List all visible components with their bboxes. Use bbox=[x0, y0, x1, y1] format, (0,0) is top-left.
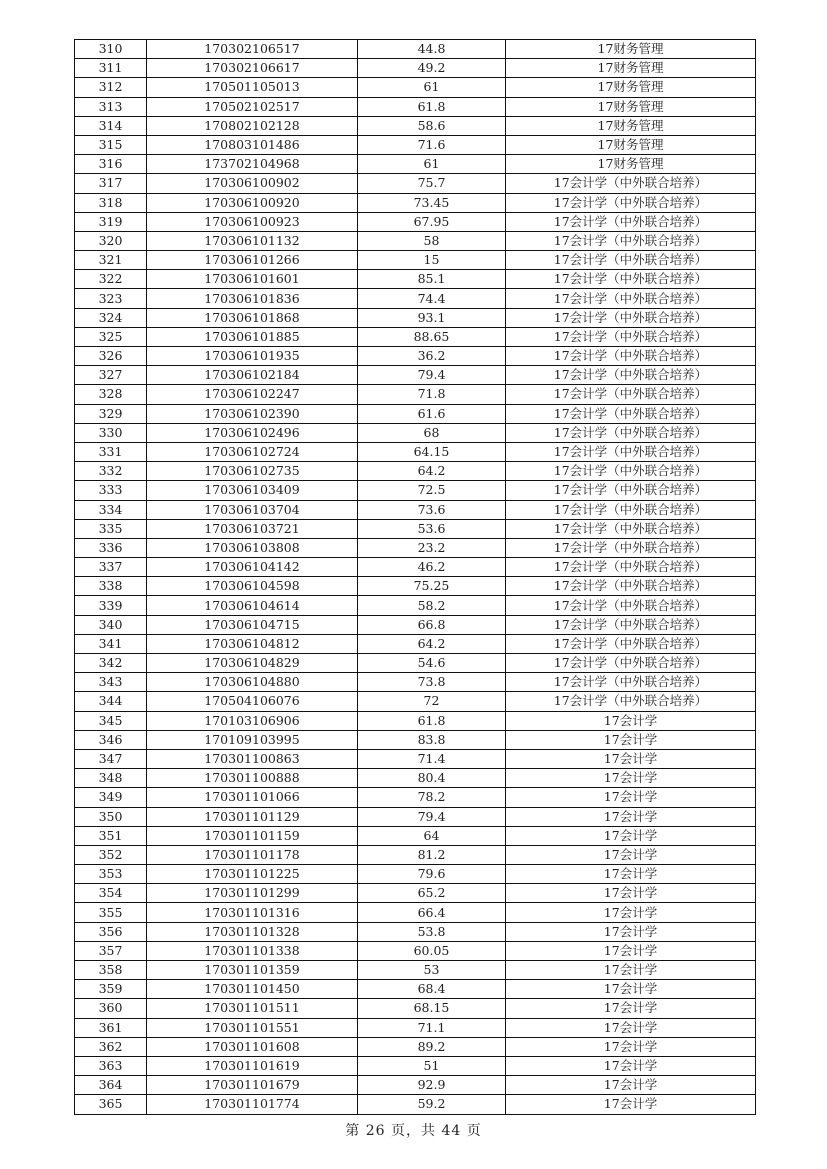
student-id-cell: 170301100888 bbox=[147, 769, 358, 788]
row-index-cell: 327 bbox=[75, 366, 147, 385]
score-cell: 58 bbox=[358, 231, 506, 250]
score-cell: 54.6 bbox=[358, 654, 506, 673]
table-row bbox=[75, 116, 756, 135]
student-id-cell: 170803101486 bbox=[147, 135, 358, 154]
score-cell: 36.2 bbox=[358, 347, 506, 366]
row-index-cell: 348 bbox=[75, 769, 147, 788]
row-index-cell: 329 bbox=[75, 404, 147, 423]
table-row bbox=[75, 1056, 756, 1075]
score-cell: 61 bbox=[358, 155, 506, 174]
score-cell: 67.95 bbox=[358, 212, 506, 231]
row-index-cell: 330 bbox=[75, 423, 147, 442]
student-id-cell: 170306100902 bbox=[147, 174, 358, 193]
table-row bbox=[75, 826, 756, 845]
row-index-cell: 349 bbox=[75, 788, 147, 807]
row-index-cell: 350 bbox=[75, 807, 147, 826]
score-cell: 68 bbox=[358, 423, 506, 442]
score-cell: 73.6 bbox=[358, 500, 506, 519]
score-cell: 83.8 bbox=[358, 730, 506, 749]
table-row bbox=[75, 615, 756, 634]
major-cell: 17会计学（中外联合培养） bbox=[506, 615, 756, 634]
row-index-cell: 337 bbox=[75, 558, 147, 577]
row-index-cell: 363 bbox=[75, 1056, 147, 1075]
score-cell: 49.2 bbox=[358, 59, 506, 78]
student-id-cell: 170301100863 bbox=[147, 749, 358, 768]
student-id-cell: 170306102247 bbox=[147, 385, 358, 404]
score-cell: 64.2 bbox=[358, 462, 506, 481]
score-cell: 72.5 bbox=[358, 481, 506, 500]
table-row bbox=[75, 251, 756, 270]
table-row bbox=[75, 1095, 756, 1114]
table-row bbox=[75, 212, 756, 231]
table-row bbox=[75, 596, 756, 615]
row-index-cell: 362 bbox=[75, 1037, 147, 1056]
row-index-cell: 316 bbox=[75, 155, 147, 174]
row-index-cell: 312 bbox=[75, 78, 147, 97]
table-row bbox=[75, 807, 756, 826]
table-row bbox=[75, 462, 756, 481]
student-id-cell: 170306100923 bbox=[147, 212, 358, 231]
row-index-cell: 311 bbox=[75, 59, 147, 78]
student-id-cell: 170306101266 bbox=[147, 251, 358, 270]
student-id-cell: 170103106906 bbox=[147, 711, 358, 730]
student-id-cell: 170306102496 bbox=[147, 423, 358, 442]
student-id-cell: 170306102184 bbox=[147, 366, 358, 385]
major-cell: 17会计学 bbox=[506, 1095, 756, 1114]
student-id-cell: 170502102517 bbox=[147, 97, 358, 116]
row-index-cell: 334 bbox=[75, 500, 147, 519]
major-cell: 17会计学 bbox=[506, 769, 756, 788]
major-cell: 17会计学 bbox=[506, 941, 756, 960]
table-row bbox=[75, 654, 756, 673]
table-row bbox=[75, 730, 756, 749]
score-cell: 23.2 bbox=[358, 538, 506, 557]
student-id-cell: 170306104880 bbox=[147, 673, 358, 692]
table-row bbox=[75, 1037, 756, 1056]
table-row bbox=[75, 347, 756, 366]
student-id-cell: 170306103704 bbox=[147, 500, 358, 519]
student-id-cell: 170301101299 bbox=[147, 884, 358, 903]
row-index-cell: 357 bbox=[75, 941, 147, 960]
major-cell: 17会计学（中外联合培养） bbox=[506, 634, 756, 653]
score-cell: 66.4 bbox=[358, 903, 506, 922]
score-cell: 81.2 bbox=[358, 845, 506, 864]
student-id-cell: 170501105013 bbox=[147, 78, 358, 97]
major-cell: 17会计学（中外联合培养） bbox=[506, 385, 756, 404]
table-row bbox=[75, 711, 756, 730]
student-id-cell: 170301101328 bbox=[147, 922, 358, 941]
table-row bbox=[75, 922, 756, 941]
row-index-cell: 354 bbox=[75, 884, 147, 903]
table-row bbox=[75, 577, 756, 596]
major-cell: 17会计学（中外联合培养） bbox=[506, 327, 756, 346]
row-index-cell: 345 bbox=[75, 711, 147, 730]
student-id-cell: 170306101935 bbox=[147, 347, 358, 366]
major-cell: 17会计学 bbox=[506, 807, 756, 826]
student-id-cell: 170306100920 bbox=[147, 193, 358, 212]
student-id-cell: 170306103409 bbox=[147, 481, 358, 500]
score-cell: 61.6 bbox=[358, 404, 506, 423]
student-id-cell: 170306102724 bbox=[147, 442, 358, 461]
score-cell: 88.65 bbox=[358, 327, 506, 346]
student-id-cell: 173702104968 bbox=[147, 155, 358, 174]
row-index-cell: 313 bbox=[75, 97, 147, 116]
student-id-cell: 170306101601 bbox=[147, 270, 358, 289]
table-row bbox=[75, 692, 756, 711]
student-id-cell: 170306104142 bbox=[147, 558, 358, 577]
major-cell: 17会计学（中外联合培养） bbox=[506, 481, 756, 500]
major-cell: 17会计学（中外联合培养） bbox=[506, 251, 756, 270]
student-id-cell: 170504106076 bbox=[147, 692, 358, 711]
row-index-cell: 323 bbox=[75, 289, 147, 308]
student-id-cell: 170301101679 bbox=[147, 1076, 358, 1095]
row-index-cell: 347 bbox=[75, 749, 147, 768]
major-cell: 17会计学 bbox=[506, 865, 756, 884]
score-cell: 92.9 bbox=[358, 1076, 506, 1095]
student-id-cell: 170301101129 bbox=[147, 807, 358, 826]
major-cell: 17财务管理 bbox=[506, 116, 756, 135]
student-id-cell: 170302106617 bbox=[147, 59, 358, 78]
student-id-cell: 170306104829 bbox=[147, 654, 358, 673]
table-row bbox=[75, 270, 756, 289]
row-index-cell: 340 bbox=[75, 615, 147, 634]
row-index-cell: 346 bbox=[75, 730, 147, 749]
row-index-cell: 335 bbox=[75, 519, 147, 538]
row-index-cell: 314 bbox=[75, 116, 147, 135]
row-index-cell: 331 bbox=[75, 442, 147, 461]
table-row bbox=[75, 884, 756, 903]
student-id-cell: 170306101836 bbox=[147, 289, 358, 308]
score-cell: 64 bbox=[358, 826, 506, 845]
student-id-cell: 170306104598 bbox=[147, 577, 358, 596]
score-cell: 15 bbox=[358, 251, 506, 270]
major-cell: 17会计学（中外联合培养） bbox=[506, 289, 756, 308]
student-id-cell: 170306102390 bbox=[147, 404, 358, 423]
table-row bbox=[75, 519, 756, 538]
row-index-cell: 324 bbox=[75, 308, 147, 327]
major-cell: 17会计学（中外联合培养） bbox=[506, 500, 756, 519]
row-index-cell: 328 bbox=[75, 385, 147, 404]
row-index-cell: 315 bbox=[75, 135, 147, 154]
major-cell: 17会计学（中外联合培养） bbox=[506, 270, 756, 289]
major-cell: 17会计学（中外联合培养） bbox=[506, 347, 756, 366]
major-cell: 17会计学 bbox=[506, 845, 756, 864]
table-row bbox=[75, 845, 756, 864]
score-cell: 75.25 bbox=[358, 577, 506, 596]
student-id-cell: 170301101338 bbox=[147, 941, 358, 960]
major-cell: 17会计学 bbox=[506, 749, 756, 768]
score-table-body bbox=[75, 40, 756, 1115]
row-index-cell: 325 bbox=[75, 327, 147, 346]
student-id-cell: 170306104715 bbox=[147, 615, 358, 634]
table-row bbox=[75, 769, 756, 788]
score-cell: 68.15 bbox=[358, 999, 506, 1018]
score-cell: 44.8 bbox=[358, 40, 506, 59]
row-index-cell: 326 bbox=[75, 347, 147, 366]
score-cell: 58.6 bbox=[358, 116, 506, 135]
score-cell: 73.45 bbox=[358, 193, 506, 212]
score-cell: 71.8 bbox=[358, 385, 506, 404]
table-row bbox=[75, 980, 756, 999]
score-table bbox=[74, 39, 756, 1115]
major-cell: 17会计学（中外联合培养） bbox=[506, 212, 756, 231]
major-cell: 17财务管理 bbox=[506, 59, 756, 78]
score-cell: 79.4 bbox=[358, 366, 506, 385]
table-row bbox=[75, 941, 756, 960]
score-cell: 53.8 bbox=[358, 922, 506, 941]
score-cell: 61.8 bbox=[358, 97, 506, 116]
score-cell: 71.1 bbox=[358, 1018, 506, 1037]
table-row bbox=[75, 749, 756, 768]
row-index-cell: 336 bbox=[75, 538, 147, 557]
major-cell: 17会计学（中外联合培养） bbox=[506, 404, 756, 423]
major-cell: 17财务管理 bbox=[506, 97, 756, 116]
major-cell: 17会计学（中外联合培养） bbox=[506, 673, 756, 692]
row-index-cell: 338 bbox=[75, 577, 147, 596]
score-cell: 75.7 bbox=[358, 174, 506, 193]
row-index-cell: 355 bbox=[75, 903, 147, 922]
student-id-cell: 170301101178 bbox=[147, 845, 358, 864]
student-id-cell: 170301101225 bbox=[147, 865, 358, 884]
row-index-cell: 321 bbox=[75, 251, 147, 270]
major-cell: 17会计学（中外联合培养） bbox=[506, 519, 756, 538]
row-index-cell: 322 bbox=[75, 270, 147, 289]
major-cell: 17会计学（中外联合培养） bbox=[506, 423, 756, 442]
student-id-cell: 170302106517 bbox=[147, 40, 358, 59]
major-cell: 17会计学（中外联合培养） bbox=[506, 193, 756, 212]
major-cell: 17会计学（中外联合培养） bbox=[506, 577, 756, 596]
score-cell: 61 bbox=[358, 78, 506, 97]
score-cell: 53 bbox=[358, 961, 506, 980]
row-index-cell: 344 bbox=[75, 692, 147, 711]
table-row bbox=[75, 903, 756, 922]
major-cell: 17会计学 bbox=[506, 730, 756, 749]
row-index-cell: 353 bbox=[75, 865, 147, 884]
major-cell: 17会计学 bbox=[506, 1056, 756, 1075]
table-row bbox=[75, 999, 756, 1018]
student-id-cell: 170301101511 bbox=[147, 999, 358, 1018]
table-row bbox=[75, 673, 756, 692]
table-row bbox=[75, 231, 756, 250]
score-cell: 89.2 bbox=[358, 1037, 506, 1056]
row-index-cell: 341 bbox=[75, 634, 147, 653]
row-index-cell: 332 bbox=[75, 462, 147, 481]
student-id-cell: 170306104812 bbox=[147, 634, 358, 653]
table-row bbox=[75, 385, 756, 404]
table-row bbox=[75, 538, 756, 557]
table-row bbox=[75, 558, 756, 577]
student-id-cell: 170802102128 bbox=[147, 116, 358, 135]
row-index-cell: 320 bbox=[75, 231, 147, 250]
row-index-cell: 356 bbox=[75, 922, 147, 941]
major-cell: 17会计学 bbox=[506, 980, 756, 999]
score-cell: 93.1 bbox=[358, 308, 506, 327]
score-cell: 68.4 bbox=[358, 980, 506, 999]
score-cell: 79.6 bbox=[358, 865, 506, 884]
table-row bbox=[75, 78, 756, 97]
score-cell: 64.2 bbox=[358, 634, 506, 653]
row-index-cell: 360 bbox=[75, 999, 147, 1018]
score-cell: 65.2 bbox=[358, 884, 506, 903]
major-cell: 17会计学（中外联合培养） bbox=[506, 174, 756, 193]
score-cell: 64.15 bbox=[358, 442, 506, 461]
score-cell: 71.4 bbox=[358, 749, 506, 768]
table-row bbox=[75, 327, 756, 346]
score-cell: 53.6 bbox=[358, 519, 506, 538]
row-index-cell: 343 bbox=[75, 673, 147, 692]
major-cell: 17会计学（中外联合培养） bbox=[506, 692, 756, 711]
student-id-cell: 170301101066 bbox=[147, 788, 358, 807]
major-cell: 17会计学 bbox=[506, 1037, 756, 1056]
score-cell: 46.2 bbox=[358, 558, 506, 577]
score-cell: 60.05 bbox=[358, 941, 506, 960]
major-cell: 17会计学（中外联合培养） bbox=[506, 538, 756, 557]
major-cell: 17财务管理 bbox=[506, 135, 756, 154]
major-cell: 17会计学（中外联合培养） bbox=[506, 231, 756, 250]
table-row bbox=[75, 366, 756, 385]
table-row bbox=[75, 442, 756, 461]
student-id-cell: 170301101774 bbox=[147, 1095, 358, 1114]
table-row bbox=[75, 788, 756, 807]
score-cell: 80.4 bbox=[358, 769, 506, 788]
row-index-cell: 319 bbox=[75, 212, 147, 231]
score-cell: 78.2 bbox=[358, 788, 506, 807]
major-cell: 17会计学 bbox=[506, 999, 756, 1018]
table-row bbox=[75, 155, 756, 174]
major-cell: 17会计学 bbox=[506, 788, 756, 807]
student-id-cell: 170301101608 bbox=[147, 1037, 358, 1056]
major-cell: 17会计学（中外联合培养） bbox=[506, 442, 756, 461]
score-cell: 73.8 bbox=[358, 673, 506, 692]
table-row bbox=[75, 481, 756, 500]
major-cell: 17会计学 bbox=[506, 903, 756, 922]
table-row bbox=[75, 289, 756, 308]
table-row bbox=[75, 308, 756, 327]
row-index-cell: 361 bbox=[75, 1018, 147, 1037]
table-row bbox=[75, 423, 756, 442]
student-id-cell: 170306103721 bbox=[147, 519, 358, 538]
student-id-cell: 170306104614 bbox=[147, 596, 358, 615]
score-cell: 51 bbox=[358, 1056, 506, 1075]
major-cell: 17会计学（中外联合培养） bbox=[506, 654, 756, 673]
student-id-cell: 170301101551 bbox=[147, 1018, 358, 1037]
table-row bbox=[75, 135, 756, 154]
major-cell: 17会计学 bbox=[506, 1076, 756, 1095]
score-cell: 79.4 bbox=[358, 807, 506, 826]
student-id-cell: 170301101450 bbox=[147, 980, 358, 999]
score-cell: 85.1 bbox=[358, 270, 506, 289]
major-cell: 17会计学（中外联合培养） bbox=[506, 462, 756, 481]
row-index-cell: 310 bbox=[75, 40, 147, 59]
table-row bbox=[75, 174, 756, 193]
major-cell: 17会计学（中外联合培养） bbox=[506, 308, 756, 327]
table-row bbox=[75, 1018, 756, 1037]
student-id-cell: 170301101159 bbox=[147, 826, 358, 845]
score-cell: 58.2 bbox=[358, 596, 506, 615]
student-id-cell: 170306101885 bbox=[147, 327, 358, 346]
row-index-cell: 333 bbox=[75, 481, 147, 500]
major-cell: 17会计学 bbox=[506, 922, 756, 941]
row-index-cell: 351 bbox=[75, 826, 147, 845]
row-index-cell: 352 bbox=[75, 845, 147, 864]
major-cell: 17财务管理 bbox=[506, 78, 756, 97]
major-cell: 17财务管理 bbox=[506, 155, 756, 174]
major-cell: 17会计学 bbox=[506, 826, 756, 845]
table-row bbox=[75, 59, 756, 78]
student-id-cell: 170301101316 bbox=[147, 903, 358, 922]
table-row bbox=[75, 961, 756, 980]
student-id-cell: 170306101868 bbox=[147, 308, 358, 327]
major-cell: 17会计学 bbox=[506, 961, 756, 980]
score-cell: 59.2 bbox=[358, 1095, 506, 1114]
student-id-cell: 170301101619 bbox=[147, 1056, 358, 1075]
row-index-cell: 365 bbox=[75, 1095, 147, 1114]
row-index-cell: 339 bbox=[75, 596, 147, 615]
score-cell: 74.4 bbox=[358, 289, 506, 308]
major-cell: 17会计学 bbox=[506, 1018, 756, 1037]
score-cell: 61.8 bbox=[358, 711, 506, 730]
row-index-cell: 342 bbox=[75, 654, 147, 673]
major-cell: 17会计学 bbox=[506, 884, 756, 903]
table-row bbox=[75, 40, 756, 59]
student-id-cell: 170306101132 bbox=[147, 231, 358, 250]
score-cell: 72 bbox=[358, 692, 506, 711]
row-index-cell: 359 bbox=[75, 980, 147, 999]
row-index-cell: 318 bbox=[75, 193, 147, 212]
major-cell: 17会计学 bbox=[506, 711, 756, 730]
major-cell: 17会计学（中外联合培养） bbox=[506, 366, 756, 385]
table-row bbox=[75, 193, 756, 212]
student-id-cell: 170301101359 bbox=[147, 961, 358, 980]
table-row bbox=[75, 404, 756, 423]
row-index-cell: 358 bbox=[75, 961, 147, 980]
row-index-cell: 317 bbox=[75, 174, 147, 193]
row-index-cell: 364 bbox=[75, 1076, 147, 1095]
score-cell: 66.8 bbox=[358, 615, 506, 634]
table-row bbox=[75, 97, 756, 116]
table-row bbox=[75, 865, 756, 884]
student-id-cell: 170109103995 bbox=[147, 730, 358, 749]
student-id-cell: 170306103808 bbox=[147, 538, 358, 557]
table-row bbox=[75, 634, 756, 653]
student-id-cell: 170306102735 bbox=[147, 462, 358, 481]
table-row bbox=[75, 1076, 756, 1095]
score-cell: 71.6 bbox=[358, 135, 506, 154]
table-row bbox=[75, 500, 756, 519]
major-cell: 17会计学（中外联合培养） bbox=[506, 558, 756, 577]
major-cell: 17会计学（中外联合培养） bbox=[506, 596, 756, 615]
page-footer: 第 26 页，共 44 页 bbox=[345, 1123, 482, 1139]
major-cell: 17财务管理 bbox=[506, 40, 756, 59]
